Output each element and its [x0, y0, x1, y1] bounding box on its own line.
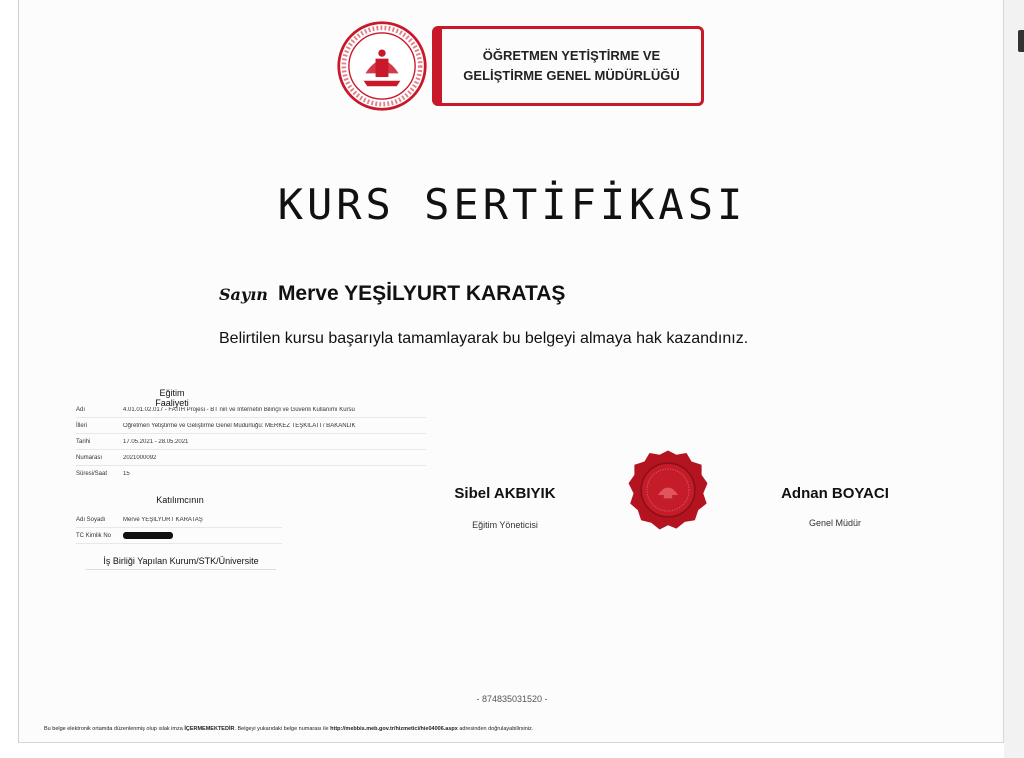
verification-link[interactable]: http://mebbis.meb.gov.tr/hizmetici/hie04006.aspx	[330, 726, 458, 732]
ministry-emblem-icon	[336, 20, 428, 112]
institution-name: ÖĞRETMEN YETİŞTİRME VE GELİŞTİRME GENEL MÜDÜRLÜĞÜ	[463, 48, 680, 83]
activity-value: Öğretmen Yetiştirme ve Geliştirme Genel Müdürlüğü: MERKEZ TEŞKİLATI / BAKANLIK	[123, 422, 356, 429]
participant-table	[76, 512, 282, 544]
salutation: Sayın	[219, 285, 268, 304]
viewer-side-strip	[1004, 0, 1024, 758]
viewer-side-tab[interactable]	[1018, 30, 1024, 52]
activity-label: İlleri	[76, 422, 88, 429]
participant-row	[76, 528, 282, 544]
activity-row	[76, 418, 426, 434]
signatory-role: Genel Müdür	[808, 518, 862, 528]
participant-row	[76, 512, 282, 528]
activity-value: 17.05.2021 - 28.05.2021	[123, 438, 189, 445]
wax-seal-icon	[626, 448, 710, 532]
activity-label: Süresi/Saat	[76, 470, 108, 477]
signatory-name: Adnan BOYACI	[781, 485, 889, 502]
activity-label: Numarası	[76, 454, 103, 461]
document-number: - 874835031520 -	[476, 694, 548, 704]
activity-label: Tarihi	[76, 438, 91, 445]
participant-label: Adı Soyadı	[76, 516, 106, 523]
activity-row	[76, 450, 426, 466]
activity-value: 4.01.01.02.017 - FATİH Projesi - BT nin ve İnternetin Bilinçli ve Güvenli Kullanımı Kursu	[123, 406, 355, 413]
recipient-line	[219, 282, 565, 306]
footer-text-2: . Belgeyi yukarıdaki belge numarası ile	[234, 726, 331, 732]
participant-label: TC Kimlik No	[76, 532, 112, 539]
activity-row	[76, 434, 426, 450]
footer-text-3: adresinden doğrulayabilirsiniz.	[457, 726, 534, 732]
activity-value: 2021000092	[123, 454, 157, 461]
participant-name: Merve YEŞİLYURT KARATAŞ	[123, 516, 203, 523]
recipient-name: Merve YEŞİLYURT KARATAŞ	[277, 282, 566, 305]
footer-text-1: Bu belge elektronik ortamda düzenlenmiş olup ıslak imza	[44, 726, 185, 732]
activity-label: Adı	[76, 406, 86, 413]
certificate-page	[18, 0, 1004, 743]
participant-title: Katılımcının	[156, 495, 204, 505]
activity-value: 15	[123, 470, 130, 477]
institution-header	[432, 26, 704, 106]
activity-title: Eğitim Faaliyeti	[155, 388, 189, 408]
partners-title: İş Birliği Yapılan Kurum/STK/Üniversite	[86, 556, 276, 570]
redacted-id	[123, 532, 173, 539]
activity-row	[76, 466, 426, 481]
certificate-statement: Belirtilen kursu başarıyla tamamlayarak bu belgeyi almaya hak kazandınız.	[219, 330, 749, 347]
activity-row	[76, 402, 426, 418]
footer-note	[44, 726, 533, 732]
signatory-role: Eğitim Yöneticisi	[472, 520, 538, 530]
activity-table	[76, 402, 426, 481]
certificate-title: KURS SERTİFİKASI	[277, 180, 747, 229]
footer-emphasis: İÇERMEMEKTEDİR	[184, 726, 235, 732]
signatory-name: Sibel AKBIYIK	[454, 485, 556, 502]
